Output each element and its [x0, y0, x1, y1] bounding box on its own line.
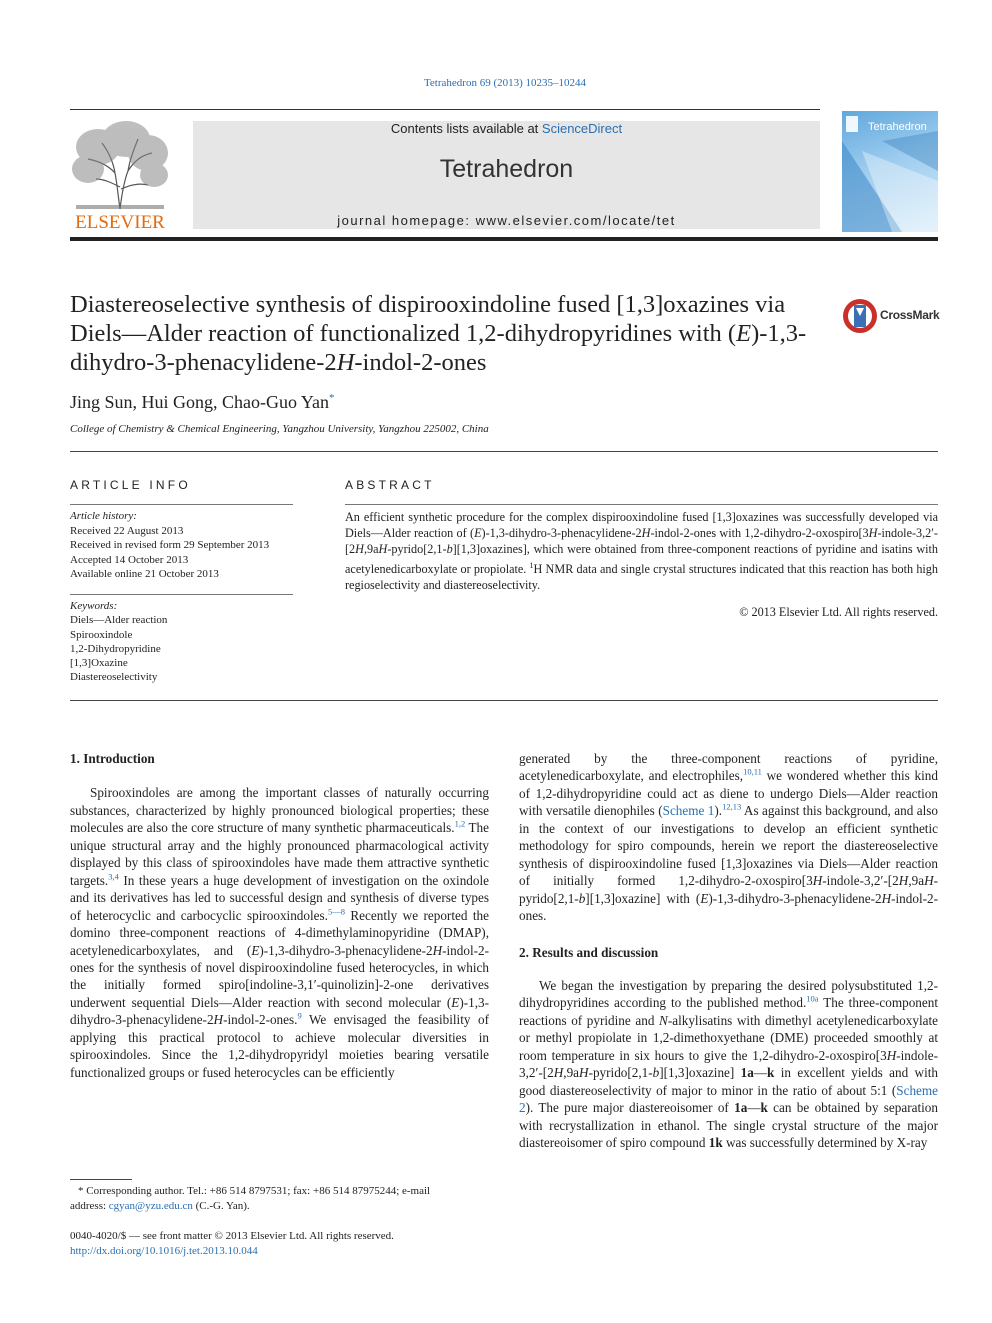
- homepage-prefix: journal homepage:: [337, 213, 476, 228]
- keyword-item: 1,2-Dihydropyridine: [70, 642, 161, 655]
- cover-title: Tetrahedron: [868, 121, 927, 133]
- divider: [70, 451, 938, 452]
- introduction-paragraph-continued: generated by the three-component reactions of pyridine, acetylenedicarboxylate, and electrophiles,$^{10,11}$ we wondered whether this kind of 1,2-dihydropyridine could act as diene to undergo Diels—Alder reaction with versatile dienophiles (Scheme 1).$^{12,13}$ As against this background, and also in the context of our investigations to develop an efficient synthetic methodology for spiro compounds, herein we report the diastereoselective synthesis of dispirooxindoline fused [1,3]oxazines via Diels—Alder reaction of initially formed 1,2-dihydro-2-oxospiro[3H-indole-3,2′-[2H,9aH-pyrido[2,1-b][1,3]oxazine] with (E)-1,3-dihydro-3-phenacylidene-2H-indol-2-ones.: [519, 751, 938, 924]
- abstract-text: An efficient synthetic procedure for the complex dispirooxindoline fused [1,3]oxazines was successfully developed via Diels—Alder reaction of (E)-1,3-dihydro-3-phenacylidene-2H-indol-2-ones with 1,2-dihydro-2-oxospiro[3H-indole-3,2′-[2H,9aH-pyrido[2,1-b][1,3]oxazines], which were obtained from three-component reactions of pyridine and isatins with acetylenedicarboxylate or propiolate. $^1$H NMR data and single crystal structures indicated that this reaction has both high regioselectivity and diastereoselectivity.: [345, 510, 938, 592]
- footnote-contact: * Corresponding author. Tel.: +86 514 8797531; fax: +86 514 87975244; e-mail: [78, 1185, 431, 1197]
- keyword-item: Diels—Alder reaction: [70, 614, 168, 627]
- section-heading-results: 2. Results and discussion: [519, 944, 659, 960]
- journal-homepage: [193, 213, 820, 228]
- body-column-right: [519, 750, 938, 1152]
- header-rule: [70, 109, 820, 110]
- history-accepted: Accepted 14 October 2013: [70, 553, 189, 566]
- corresponding-author-mark[interactable]: *: [329, 392, 335, 404]
- abstract-heading: ABSTRACT: [345, 478, 435, 492]
- footnote-rule: [70, 1179, 132, 1180]
- author-email-link[interactable]: cgyan@yzu.edu.cn: [108, 1200, 193, 1212]
- sciencedirect-link[interactable]: ScienceDirect: [541, 121, 623, 136]
- introduction-paragraph: Spirooxindoles are among the important classes of naturally occurring substances, characterized by highly pronounced biological properties; these molecules are also the core structure of many synthetic pharmaceuticals.$^{1,2}$ The unique structural array and the highly pronounced pharmacological activity displayed by this class of spirooxindoles have made them attractive synthetic targets.$^{3,4}$ In these years a huge development of investigation on the oxindole and its derivatives has led to successful design and synthesis of diverse types of heterocyclic and carbocyclic spirooxindoles.$^{5—8}$ Recently we reported the domino three-component reactions of 4-dimethylaminopyridine (DMAP), acetylenedicarboxylates, and (E)-1,3-dihydro-3-phenacylidene-2H-indol-2-ones for the synthesis of novel dispirooxindoline fused heterocycles, in which the initially formed spiro[indoline-3,1′-quinolizin]-2-one derivatives underwent sequential Diels—Alder reaction with second molecular (E)-1,3-dihydro-3-phenacylidene-2H-indol-2-ones.$^9$ We envisaged the feasibility of applying this practical protocol to achieve molecular diversities in spirooxindoles. Since the 1,2-dihydropyridyl moieties bearing versatile functionalized groups or fused heterocycles can be efficiently: [70, 785, 489, 1080]
- author-names: Jing Sun, Hui Gong, Chao-Guo Yan: [70, 392, 330, 412]
- copyright-notice: © 2013 Elsevier Ltd. All rights reserved.: [739, 605, 938, 619]
- journal-name: Tetrahedron: [439, 155, 574, 183]
- keyword-item: Diastereoselectivity: [70, 671, 158, 684]
- doi-link[interactable]: http://dx.doi.org/10.1016/j.tet.2013.10.044: [70, 1244, 258, 1257]
- article-info-heading: ARTICLE INFO: [70, 478, 191, 492]
- journal-cover-thumbnail[interactable]: [842, 111, 938, 232]
- keywords: [70, 599, 167, 685]
- journal-citation[interactable]: Tetrahedron 69 (2013) 10235–10244: [423, 77, 587, 89]
- footnote-address: address: cgyan@yzu.edu.cn (C.-G. Yan).: [70, 1200, 250, 1212]
- homepage-link[interactable]: www.elsevier.com/locate/tet: [475, 213, 676, 228]
- section-heading-introduction: 1. Introduction: [70, 751, 155, 766]
- article-history: [70, 509, 269, 582]
- history-received: Received 22 August 2013: [70, 524, 184, 537]
- divider: [70, 700, 938, 701]
- history-online: Available online 21 October 2013: [70, 568, 219, 580]
- contents-prefix: Contents lists available at: [390, 121, 542, 136]
- issn-line: 0040-4020/$ — see front matter © 2013 Elsevier Ltd. All rights reserved.: [70, 1230, 394, 1242]
- history-label: Article history:: [70, 510, 137, 522]
- elsevier-logo: [68, 117, 172, 233]
- corresponding-author-footnote: [70, 1184, 489, 1214]
- history-revised: Received in revised form 29 September 2013: [70, 539, 270, 551]
- divider: [70, 594, 293, 595]
- keyword-item: Spirooxindole: [70, 628, 133, 641]
- header-rule-thick: [70, 237, 938, 241]
- body-column-left: [70, 750, 489, 1081]
- article-title: Diastereoselective synthesis of dispirooxindoline fused [1,3]oxazines via Diels—Alder reaction of functionalized 1,2-dihydropyridines with (E)-1,3-dihydro-3-phenacylidene-2H-indol-2-ones: [70, 291, 807, 376]
- contents-line: [193, 121, 820, 136]
- divider: [345, 504, 938, 505]
- elsevier-logo-text: ELSEVIER: [75, 212, 165, 233]
- scheme-2-link[interactable]: Scheme 2: [519, 1082, 938, 1116]
- issn-block: [70, 1229, 394, 1258]
- divider: [70, 504, 293, 505]
- author-affiliation: College of Chemistry & Chemical Engineering, Yangzhou University, Yangzhou 225002, China: [70, 423, 489, 435]
- keyword-item: [1,3]Oxazine: [70, 657, 128, 670]
- keywords-label: Keywords:: [70, 600, 118, 612]
- scheme-1-link[interactable]: Scheme 1: [662, 803, 715, 819]
- crossmark-label[interactable]: CrossMark: [880, 308, 940, 322]
- results-paragraph: We began the investigation by preparing the desired polysubstituted 1,2-dihydropyridines according to the published method.$^{10a}$ The three-component reactions of pyridine and N-alkylisatins with dimethyl acetylenedicarboxylate or methyl propiolate in 1,2-dimethoxyethane (DME) proceeded smoothly at room temperature in six hours to give the 1,2-dihydro-2-oxospiro[3H-indole-3,2′-[2H,9aH-pyrido[2,1-b][1,3]oxazine] 1a—k in excellent yields and with good diastereoselectivity of major to minor in the ratio of about 5:1 (Scheme 2). The pure major diastereoisomer of 1a—k can be obtained by separation with recrystallization in ethanol. The single crystal structure of the major diastereoisomer of spiro compound 1k was successfully determined by X-ray: [519, 977, 939, 1151]
- author-list: [70, 392, 335, 413]
